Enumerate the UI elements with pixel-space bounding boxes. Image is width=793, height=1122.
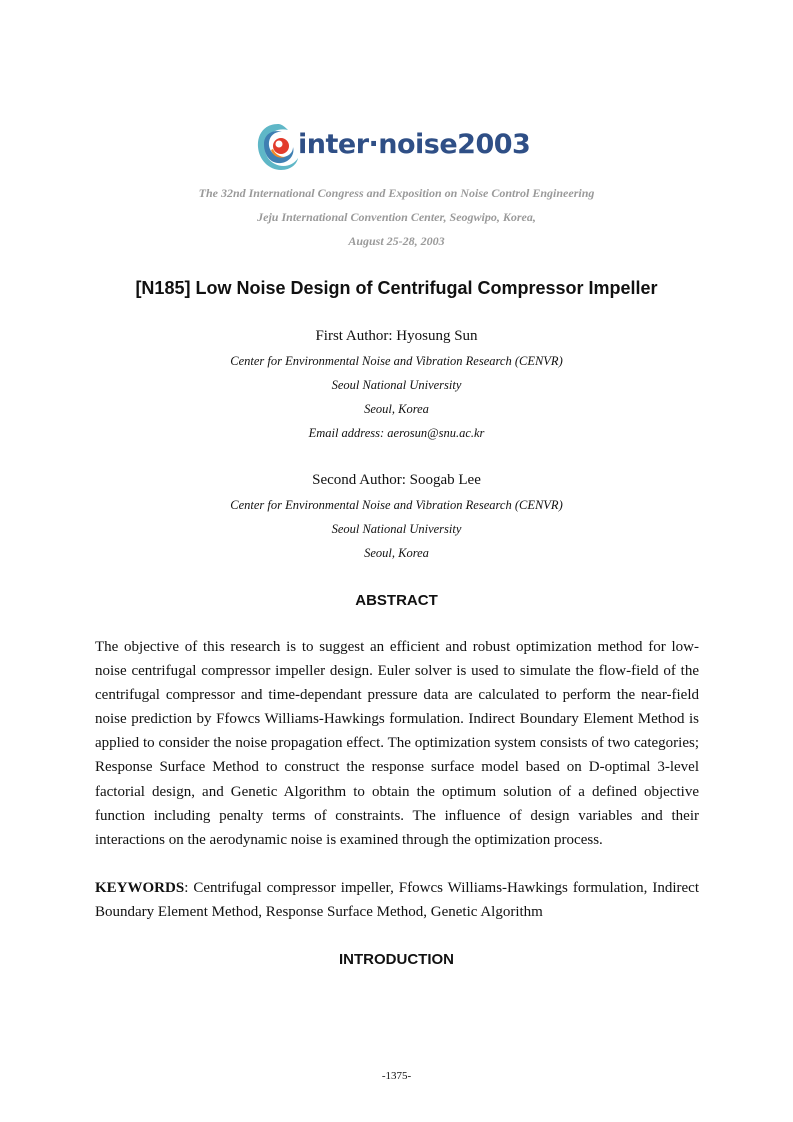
first-author-university: Seoul National University — [331, 378, 462, 392]
page-number: -1375- — [381, 1070, 412, 1082]
second-author-affiliation: Center for Environmental Noise and Vibration Research (CENVR) — [230, 498, 563, 512]
first-author: First Author: Hyosung Sun — [315, 328, 478, 344]
logo-text: inter·noise2003 — [298, 129, 531, 160]
abstract-heading: ABSTRACT — [355, 592, 438, 609]
conference-dates: August 25-28, 2003 — [348, 234, 445, 248]
conference-logo — [255, 120, 555, 176]
conference-name: The 32nd International Congress and Exposition on Noise Control Engineering — [198, 186, 595, 200]
keywords — [95, 876, 699, 924]
first-author-email: Email address: aerosun@snu.ac.kr — [308, 426, 485, 440]
abstract-text: The objective of this research is to suggest an efficient and robust optimization method for low-noise centrifugal compressor impeller design. Euler solver is used to simulate the flow-field of the centrifugal compressor and time-dependant pressure data are calculated to perform the near-field noise prediction by Ffowcs Williams-Hawkings formulation. Indirect Boundary Element Method is applied to consider the noise propagation effect. The optimization system consists of two categories; Response Surface Method to construct the response surface model based on D-optimal 3-level factorial design, and Genetic Algorithm to obtain the optimum solution of a defined objective function including penalty terms of constraints. The influence of design variables and their interactions on the aerodynamic noise is examined through the optimization process. — [95, 639, 699, 848]
second-author-location: Seoul, Korea — [364, 546, 429, 560]
second-author-university: Seoul National University — [331, 522, 462, 536]
paper-title: [N185] Low Noise Design of Centrifugal Compressor Impeller — [135, 278, 658, 298]
first-author-location: Seoul, Korea — [364, 402, 429, 416]
conference-venue: Jeju International Convention Center, Seogwipo, Korea, — [257, 210, 536, 224]
swirl-logo-icon — [255, 120, 301, 176]
introduction-heading: INTRODUCTION — [339, 951, 454, 968]
keywords-text: : Centrifugal compressor impeller, Ffowcs Williams-Hawkings formulation, Indirect Boundary Element Method, Response Surface Method, Genetic Algorithm — [95, 880, 699, 921]
keywords-label: KEYWORDS — [95, 880, 185, 896]
first-author-affiliation: Center for Environmental Noise and Vibration Research (CENVR) — [230, 354, 563, 368]
second-author: Second Author: Soogab Lee — [312, 472, 481, 488]
